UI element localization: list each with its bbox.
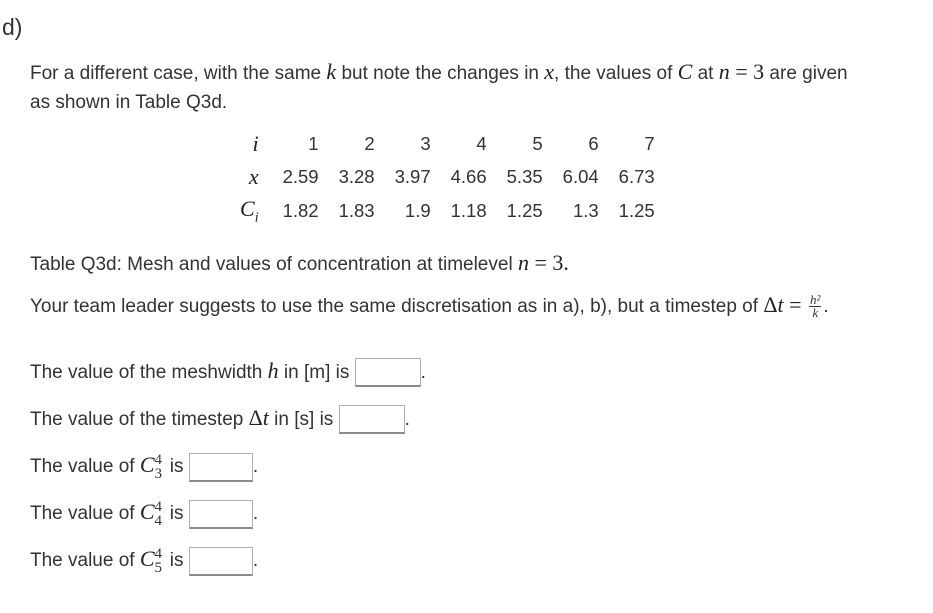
period: . — [404, 409, 410, 430]
var-C: C — [139, 452, 155, 478]
equals-sign: = — [783, 292, 808, 317]
intro-text: are given — [764, 63, 848, 84]
table-cell: 5 — [532, 132, 543, 154]
question-text: is — [164, 456, 184, 478]
intro-line-1 — [30, 57, 848, 88]
intro-text: but note the changes in — [336, 63, 545, 84]
table-cell: 3.28 — [338, 166, 375, 188]
question-timestep — [30, 405, 410, 434]
table-cell: 3 — [420, 132, 431, 154]
answer-input-meshwidth[interactable] — [355, 358, 421, 387]
intro-paragraph — [30, 57, 848, 117]
subscript: 4 — [154, 513, 163, 529]
row-header-label: $C_i$ — [240, 195, 259, 225]
table-cell: 4 — [476, 132, 487, 154]
var-C: C — [139, 499, 155, 525]
table-cell: 7 — [644, 132, 655, 154]
table-cell: 1.25 — [618, 199, 655, 221]
superscript: 4 — [154, 546, 163, 562]
var-n: n — [517, 250, 529, 275]
timestep-suggestion — [30, 292, 829, 319]
table-cell: 1.18 — [450, 199, 487, 221]
question-meshwidth — [30, 358, 426, 387]
intro-text: For a different case, with the same — [30, 63, 327, 84]
subscript: 5 — [154, 560, 163, 576]
table-cell: 1.9 — [404, 199, 431, 221]
question-text: The value of — [30, 550, 140, 572]
caption-text: Table Q3d: Mesh and values of concentration at timelevel — [30, 254, 518, 275]
script-pair — [155, 546, 165, 576]
period: . — [823, 296, 829, 317]
intro-text: at — [692, 63, 719, 84]
table-cell: 6.73 — [618, 166, 655, 188]
fraction-h2-over-k — [809, 294, 821, 319]
period: . — [252, 503, 259, 525]
table-row-x — [240, 161, 655, 195]
table-cell: 1.25 — [506, 199, 543, 221]
row-header-i — [240, 127, 263, 161]
var-x: x — [544, 59, 555, 84]
part-label: d) — [2, 14, 23, 40]
fraction-denominator: k — [812, 305, 819, 321]
question-text: The value of the meshwidth — [30, 362, 268, 383]
table-cell: 3.97 — [394, 166, 431, 188]
table-cell: 1.3 — [572, 199, 599, 221]
table-q3d — [240, 127, 655, 228]
question-text: The value of — [30, 456, 140, 478]
question-text: in [s] is — [268, 409, 334, 430]
table-cell: 2.59 — [282, 166, 319, 188]
answer-input-c4[interactable] — [189, 500, 253, 529]
question-text: The value of the timestep — [30, 409, 249, 430]
period: . — [420, 362, 426, 383]
table-row-c — [240, 194, 655, 228]
eq-value: = 3 — [729, 59, 765, 84]
fraction-numerator: h² — [810, 292, 821, 308]
delta-symbol: Δ — [248, 405, 263, 430]
script-pair — [155, 499, 165, 529]
table-cell: 2 — [364, 132, 375, 154]
var-t: t — [777, 292, 784, 317]
period: . — [252, 456, 259, 478]
table-cell: 1 — [308, 132, 319, 154]
superscript: 4 — [154, 499, 163, 515]
question-text: is — [164, 550, 184, 572]
table-cell: 1.83 — [338, 199, 375, 221]
table-cell: 6 — [588, 132, 599, 154]
suggest-text: Your team leader suggests to use the same discretisation as in a), b), but a timestep of — [30, 296, 764, 317]
table-caption — [30, 250, 569, 276]
question-text: in [m] is — [278, 362, 350, 383]
question-text: The value of — [30, 503, 140, 525]
var-h: h — [267, 358, 279, 383]
subscript: 3 — [154, 466, 163, 482]
var-k: k — [326, 59, 337, 84]
row-header-label: i — [252, 130, 259, 156]
table-cell: 5.35 — [506, 166, 543, 188]
question-c3 — [30, 452, 258, 482]
table-row-i — [240, 127, 655, 161]
row-header-x — [240, 161, 263, 195]
question-text: is — [164, 503, 184, 525]
var-C: C — [677, 59, 693, 84]
row-header-label: x — [248, 164, 259, 190]
var-n: n — [718, 59, 730, 84]
intro-text: , the values of — [554, 63, 678, 84]
eq-value: = 3. — [528, 250, 569, 275]
table-cell: 1.82 — [282, 199, 319, 221]
var-t: t — [262, 405, 269, 430]
script-pair — [155, 452, 165, 482]
delta-symbol: Δ — [763, 292, 778, 317]
table-cell: 6.04 — [562, 166, 599, 188]
superscript: 4 — [154, 452, 163, 468]
intro-line-2: as shown in Table Q3d. — [30, 92, 228, 113]
var-C: C — [139, 546, 155, 572]
period: . — [252, 550, 259, 572]
question-c5 — [30, 546, 258, 576]
row-header-ci — [240, 194, 263, 228]
question-c4 — [30, 499, 258, 529]
answer-input-c5[interactable] — [189, 547, 253, 576]
answer-input-timestep[interactable] — [339, 405, 405, 434]
table-cell: 4.66 — [450, 166, 487, 188]
answer-input-c3[interactable] — [189, 453, 253, 482]
